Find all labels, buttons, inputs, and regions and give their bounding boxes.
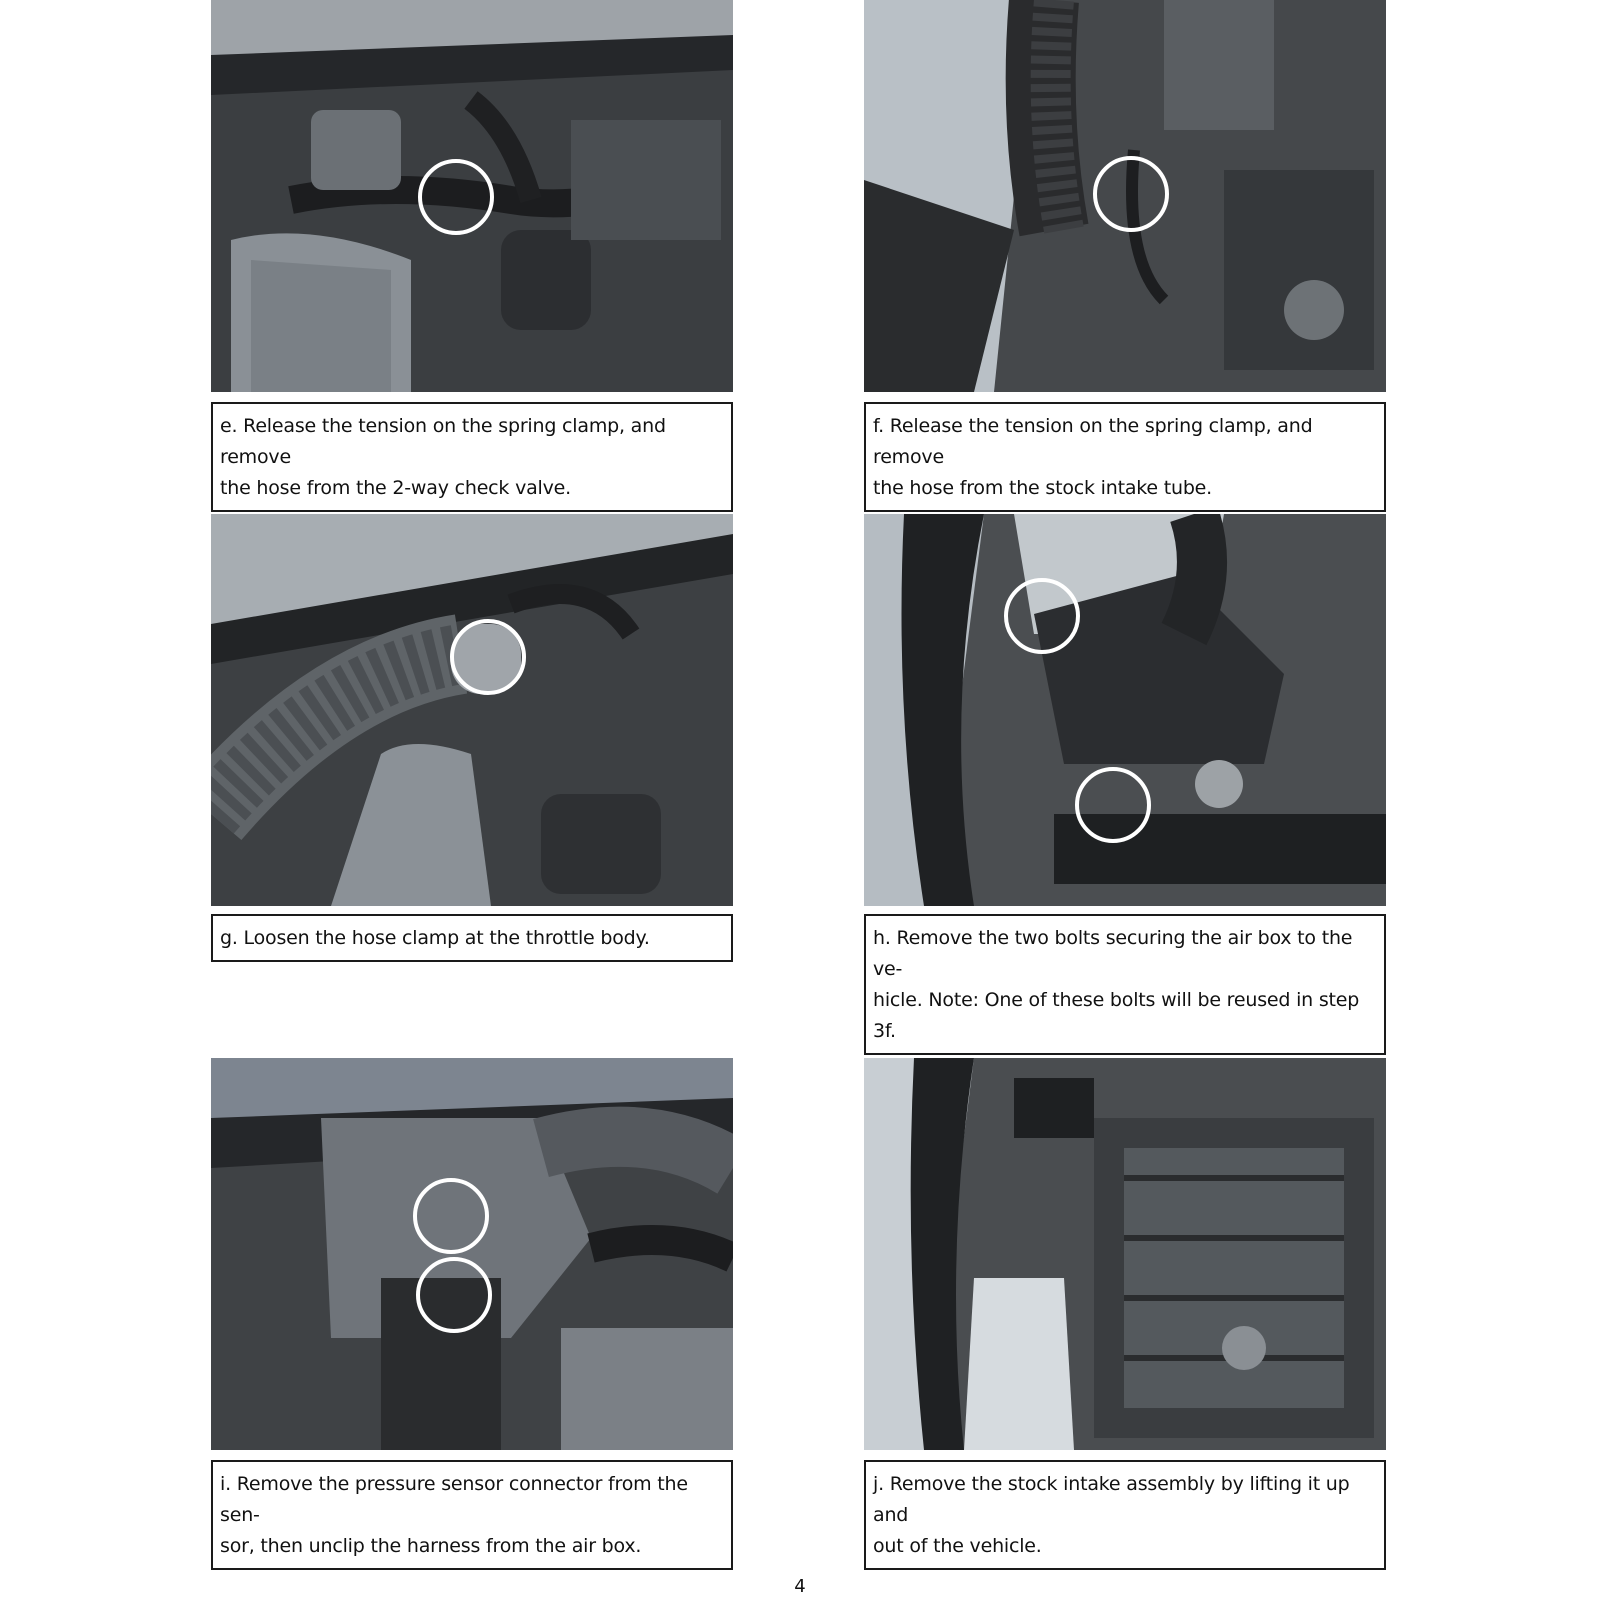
photo-j-intake-removed: [864, 1058, 1386, 1450]
page-number: 4: [794, 1576, 806, 1597]
photo-i-pressure-sensor-connector: [211, 1058, 733, 1450]
caption-line: the hose from the 2-way check valve.: [220, 477, 572, 499]
caption-line: hicle. Note: One of these bolts will be reused in step 3f.: [873, 989, 1360, 1042]
caption-line: the hose from the stock intake tube.: [873, 477, 1213, 499]
caption-line: g. Loosen the hose clamp at the throttle body.: [220, 927, 650, 949]
caption-line: f. Release the tension on the spring clamp, and remove: [873, 415, 1313, 468]
step-i-caption: [211, 1460, 733, 1570]
caption-line: out of the vehicle.: [873, 1535, 1042, 1557]
photo-e-check-valve-hose: [211, 0, 733, 392]
step-f-caption: [864, 402, 1386, 512]
step-g-caption: [211, 914, 733, 962]
photo-h-air-box-bolts: [864, 514, 1386, 906]
caption-line: h. Remove the two bolts securing the air box to the ve-: [873, 927, 1353, 980]
photo-g-throttle-body-clamp: [211, 514, 733, 906]
caption-line: i. Remove the pressure sensor connector from the sen-: [220, 1473, 688, 1526]
caption-line: e. Release the tension on the spring clamp, and remove: [220, 415, 666, 468]
caption-line: j. Remove the stock intake assembly by lifting it up and: [873, 1473, 1350, 1526]
step-j-caption: [864, 1460, 1386, 1570]
step-e-caption: [211, 402, 733, 512]
caption-line: sor, then unclip the harness from the air box.: [220, 1535, 642, 1557]
step-h-caption: [864, 914, 1386, 1055]
photo-f-intake-tube-hose: [864, 0, 1386, 392]
